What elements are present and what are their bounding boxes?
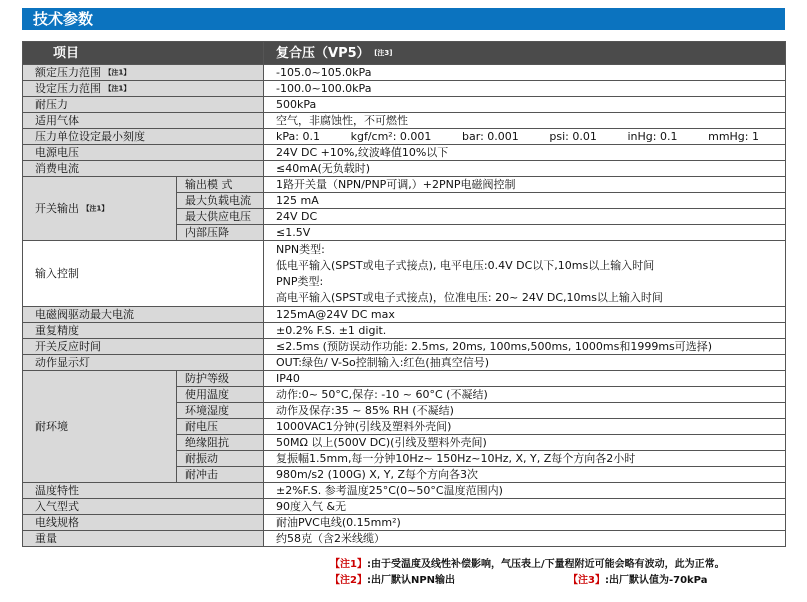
row-label: 额定压力范围 【注1】 <box>23 65 264 81</box>
sub-label: 绝缘阻抗 <box>177 435 264 451</box>
sub-label: 耐冲击 <box>177 467 264 483</box>
row-value: ≤1.5V <box>264 225 786 241</box>
row-value: ≤40mA(无负载时) <box>264 161 786 177</box>
table-row <box>23 177 786 193</box>
table-row <box>23 371 786 387</box>
table-row <box>23 65 786 81</box>
row-label: 输入控制 <box>23 241 264 307</box>
section-title: 技术参数 <box>33 10 94 28</box>
footnote-3: 【注3】:出厂默认值为-70kPa <box>568 575 708 586</box>
row-label: 动作显示灯 <box>23 355 264 371</box>
sub-label: 防护等级 <box>177 371 264 387</box>
row-label: 消费电流 <box>23 161 264 177</box>
table-row <box>23 241 786 307</box>
row-label: 重复精度 <box>23 323 264 339</box>
sub-label: 内部压降 <box>177 225 264 241</box>
table-row <box>23 81 786 97</box>
table-row <box>23 355 786 371</box>
header-product: 复合压（VP5） [注3] <box>264 42 786 65</box>
sub-label: 输出模 式 <box>177 177 264 193</box>
table-row <box>23 97 786 113</box>
table-row <box>23 531 786 547</box>
header-item: 项目 <box>23 42 264 65</box>
row-value: 动作及保存:35 ~ 85% RH (不凝结) <box>264 403 786 419</box>
row-value: IP40 <box>264 371 786 387</box>
input-line: 高电平输入(SPST或电子式接点)，位准电压: 20~ 24V DC,10ms以上输入时间 <box>276 290 663 304</box>
row-label: 设定压力范围 【注1】 <box>23 81 264 97</box>
row-value: OUT:绿色/ V-So控制输入:红色(抽真空信号) <box>264 355 786 371</box>
sub-label: 使用温度 <box>177 387 264 403</box>
row-value-multiline <box>264 241 786 307</box>
row-value: 24V DC <box>264 209 786 225</box>
input-line: 低电平输入(SPST或电子式接点), 电平电压:0.4V DC以下,10ms以上输入时间 <box>276 258 655 272</box>
row-value: 50MΩ 以上(500V DC)(引线及塑料外壳间) <box>264 435 786 451</box>
row-label: 适用气体 <box>23 113 264 129</box>
unit-bar: bar: 0.001 <box>462 130 519 143</box>
input-line: NPN类型: <box>276 242 325 256</box>
table-row <box>23 129 786 145</box>
spec-table <box>22 41 786 547</box>
row-label: 电源电压 <box>23 145 264 161</box>
table-row <box>23 323 786 339</box>
unit-kpa: kPa: 0.1 <box>276 130 320 143</box>
row-value-units <box>264 129 786 145</box>
sub-label: 最大供应电压 <box>177 209 264 225</box>
table-row <box>23 113 786 129</box>
row-value: 125mA@24V DC max <box>264 307 786 323</box>
group-label-switch: 开关输出 【注1】 <box>23 177 177 241</box>
footnote-2: 【注2】:出厂默认NPN输出 <box>330 575 456 586</box>
table-row <box>23 145 786 161</box>
table-row <box>23 339 786 355</box>
row-value: 125 mA <box>264 193 786 209</box>
unit-psi: psi: 0.01 <box>549 130 597 143</box>
row-value: 24V DC +10%,纹波峰值10%以下 <box>264 145 786 161</box>
unit-kgf: kgf/cm²: 0.001 <box>350 130 432 143</box>
table-row <box>23 499 786 515</box>
table-row <box>23 307 786 323</box>
row-value: 980m/s2 (100G) X, Y, Z每个方向各3次 <box>264 467 786 483</box>
row-label: 开关反应时间 <box>23 339 264 355</box>
row-value: 约58克（含2米线缆） <box>264 531 786 547</box>
row-label: 电磁阀驱动最大电流 <box>23 307 264 323</box>
table-header-row <box>23 42 786 65</box>
table-row <box>23 483 786 499</box>
sub-label: 环境湿度 <box>177 403 264 419</box>
row-value: 90度入气 &无 <box>264 499 786 515</box>
table-row <box>23 515 786 531</box>
unit-inhg: inHg: 0.1 <box>627 130 678 143</box>
row-label: 压力单位设定最小刻度 <box>23 129 264 145</box>
row-value: ±2%F.S. 参考温度25°C(0~50°C温度范围内) <box>264 483 786 499</box>
sub-label: 最大负载电流 <box>177 193 264 209</box>
row-label: 温度特性 <box>23 483 264 499</box>
row-value: -105.0~105.0kPa <box>264 65 786 81</box>
row-value: ±0.2% F.S. ±1 digit. <box>264 323 786 339</box>
row-label: 电线规格 <box>23 515 264 531</box>
footnote-1: 【注1】:由于受温度及线性补偿影响，气压表上/下量程附近可能会略有波动，此为正常。 <box>330 559 725 570</box>
group-label-env: 耐环境 <box>23 371 177 483</box>
row-value: 1路开关量（NPN/PNP可调,）+2PNP电磁阀控制 <box>264 177 786 193</box>
row-value: 复振幅1.5mm,每一分钟10Hz~ 150Hz~10Hz, X, Y, Z每个方向各2小时 <box>264 451 786 467</box>
sub-label: 耐振动 <box>177 451 264 467</box>
row-label: 入气型式 <box>23 499 264 515</box>
row-value: 1000VAC1分钟(引线及塑料外壳间) <box>264 419 786 435</box>
section-banner <box>22 8 785 30</box>
row-value: -100.0~100.0kPa <box>264 81 786 97</box>
row-label: 耐压力 <box>23 97 264 113</box>
row-value: 500kPa <box>264 97 786 113</box>
sub-label: 耐电压 <box>177 419 264 435</box>
row-value: 动作:0~ 50°C,保存: -10 ~ 60°C (不凝结) <box>264 387 786 403</box>
row-value: 空气，非腐蚀性，不可燃性 <box>264 113 786 129</box>
unit-mmhg: mmHg: 1 <box>708 130 759 143</box>
row-label: 重量 <box>23 531 264 547</box>
row-value: ≤2.5ms (预防误动作功能: 2.5ms, 20ms, 100ms,500ms, 1000ms和1999ms可选择) <box>264 339 786 355</box>
input-line: PNP类型: <box>276 274 324 288</box>
row-value: 耐油PVC电线(0.15mm²) <box>264 515 786 531</box>
table-row <box>23 161 786 177</box>
